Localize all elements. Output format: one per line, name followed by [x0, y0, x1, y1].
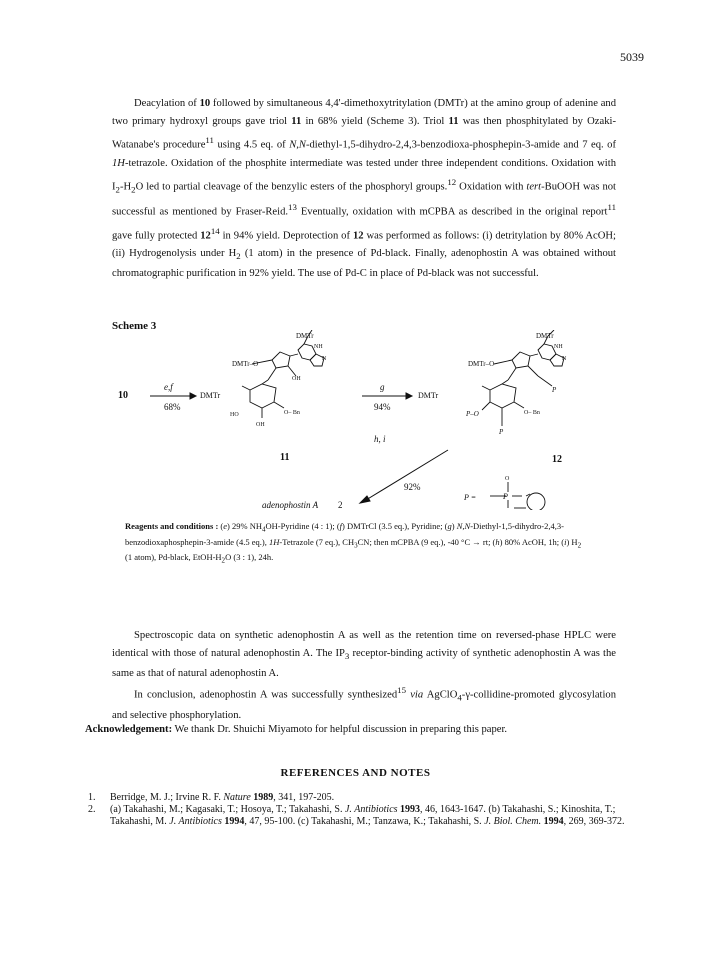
- svg-text:N: N: [562, 356, 567, 362]
- svg-text:P: P: [503, 492, 508, 501]
- reference-1: 1. Berridge, M. J.; Irvine R. F. Nature 1989, 341, 197-205.: [88, 792, 335, 803]
- paragraph-synthesis: Deacylation of 10 followed by simultaneous 4,4'-dimethoxytritylation (DMTr) at the amino group of adenine and two primary hydroxyl groups gave triol 11 in 68% yield (Scheme 3). Triol 11 was then phosphitylated by Ozaki-Watanabe's procedure$^{11}$ using 4.5 eq. of N,N-diethyl-1,5-dihydro-2,4,3-benzodioxa-phosphepin-3-amide and 7 eq. of 1H-tetrazole. Oxidation of the phosphite intermediate was tested under three independent conditions. Oxidation with $I_2-H_2O$ led to partial cleavage of the benzylic esters of the phosphoryl groups.$^{12}$ Oxidation with tert-BuOOH was not successful as mentioned by Fraser-Reid.$^{13}$ Eventually, oxidation with mCPBA as described in the original report$^{11}$ gave fully protected $12^{14}$ in 94% yield. Deprotection of 12 was performed as follows: (i) detritylation by 80% AcOH; (ii) Hydrogenolysis under $H_2$ (1 atom) in the presence of Pd-black. Finally, adenophostin A was obtained without chromatographic purification in 92% yield. The use of Pd-C in place of Pd-black was not successful.: [112, 98, 617, 280]
- obn-12: O– Bn: [524, 410, 540, 416]
- compound-12: 12: [552, 454, 562, 465]
- dmtr-label-11: DMTr: [200, 391, 221, 400]
- scheme-label: Scheme 3: [112, 320, 157, 332]
- svg-text:P: P: [499, 428, 504, 436]
- svg-text:N: N: [322, 356, 327, 362]
- acknowledgement: Acknowledgement: We thank Dr. Shuichi Miyamoto for helpful discussion in preparing this paper.: [85, 724, 508, 735]
- svg-text:P–O: P–O: [466, 410, 479, 418]
- reagents-conditions: Reagents and conditions : (e) 29% $NH_4OH$-Pyridine (4 : 1); (f) DMTrCl (3.5 eq.), Pyridine; (g) N,N-Diethyl-1,5-dihydro-2,4,3-benzodioxaphosphepin-3-amide (4.5 eq.), 1H-Tetrazole (7 eq.), $CH_3CN$; then mCPBA (9 eq.), -40 °C → rt; (h) 80% AcOH, 1h; (i) $H_2$ (1 atom), Pd-black, EtOH-$H_2O$ (3 : 1), 24h.: [125, 521, 582, 566]
- svg-text:P: P: [552, 386, 557, 394]
- svg-text:OH: OH: [256, 422, 265, 428]
- references-heading: REFERENCES AND NOTES: [280, 767, 431, 779]
- p-definition: P =: [464, 493, 477, 502]
- dmtr-o-12: DMTr–O: [468, 360, 495, 368]
- compound-11: 11: [280, 452, 290, 463]
- svg-text:O: O: [505, 476, 510, 482]
- furanose-ring-11: [272, 352, 290, 368]
- compound-2: 2: [338, 500, 343, 510]
- svg-text:NH: NH: [554, 344, 563, 350]
- svg-text:OH: OH: [292, 376, 301, 382]
- dmtr-amino-12: DMTr: [536, 332, 554, 340]
- compound-10: 10: [118, 390, 128, 401]
- obn-11: O– Bn: [284, 410, 300, 416]
- arrow-hi: [366, 450, 448, 500]
- pyranose-ring-12: [490, 384, 516, 408]
- reagent-hi: h, i: [374, 434, 386, 444]
- reagent-ef: e,f: [164, 382, 173, 392]
- reference-2: 2. (a) Takahashi, M.; Kagasaki, T.; Hosoya, T.; Takahashi, S. J. Antibiotics 1993, 46, 1643-1647. (b) Takahashi, S.; Kinoshita, T.; Takahashi, M. J. Antibiotics 1994, 47, 95-100. (c) Takahashi, M.; Tanzawa, K.; Takahashi, S. J. Biol. Chem. 1994, 269, 369-372.: [88, 804, 625, 827]
- page-number: 5039: [620, 50, 644, 64]
- furanose-ring-12: [512, 352, 530, 368]
- svg-text:NH: NH: [314, 344, 323, 350]
- arrow-ef-head: [190, 393, 196, 399]
- references-list: [88, 792, 636, 828]
- scheme-3-diagram: [112, 330, 622, 510]
- paragraph-conclusion: In conclusion, adenophostin A was successfully synthesized$^{15}$ via AgClO$_4$-γ-collidine-promoted glycosylation and selective phosphorylation.: [112, 685, 617, 721]
- benzene-ring: [527, 493, 545, 510]
- yield-68: 68%: [164, 402, 181, 412]
- svg-text:HO: HO: [230, 412, 239, 418]
- arrow-g-head: [406, 393, 412, 399]
- dmtr-amino-11: DMTr: [296, 332, 314, 340]
- dmtr-label-12: DMTr: [418, 391, 439, 400]
- yield-92: 92%: [404, 482, 421, 492]
- reagent-g: g: [380, 382, 385, 392]
- arrow-hi-head: [360, 496, 370, 503]
- dmtr-o-11: DMTr–O: [232, 360, 259, 368]
- adenophostin-label: adenophostin A: [262, 500, 319, 510]
- paragraph-spectroscopy: Spectroscopic data on synthetic adenophostin A as well as the retention time on reversed-phase HPLC were identical with those of natural adenophostin A. The $IP_3$ receptor-binding activity of synthetic adenophostin A was the same as that of natural adenophostin A.: [112, 630, 617, 680]
- pyranose-ring-11: [250, 384, 276, 408]
- yield-94: 94%: [374, 402, 391, 412]
